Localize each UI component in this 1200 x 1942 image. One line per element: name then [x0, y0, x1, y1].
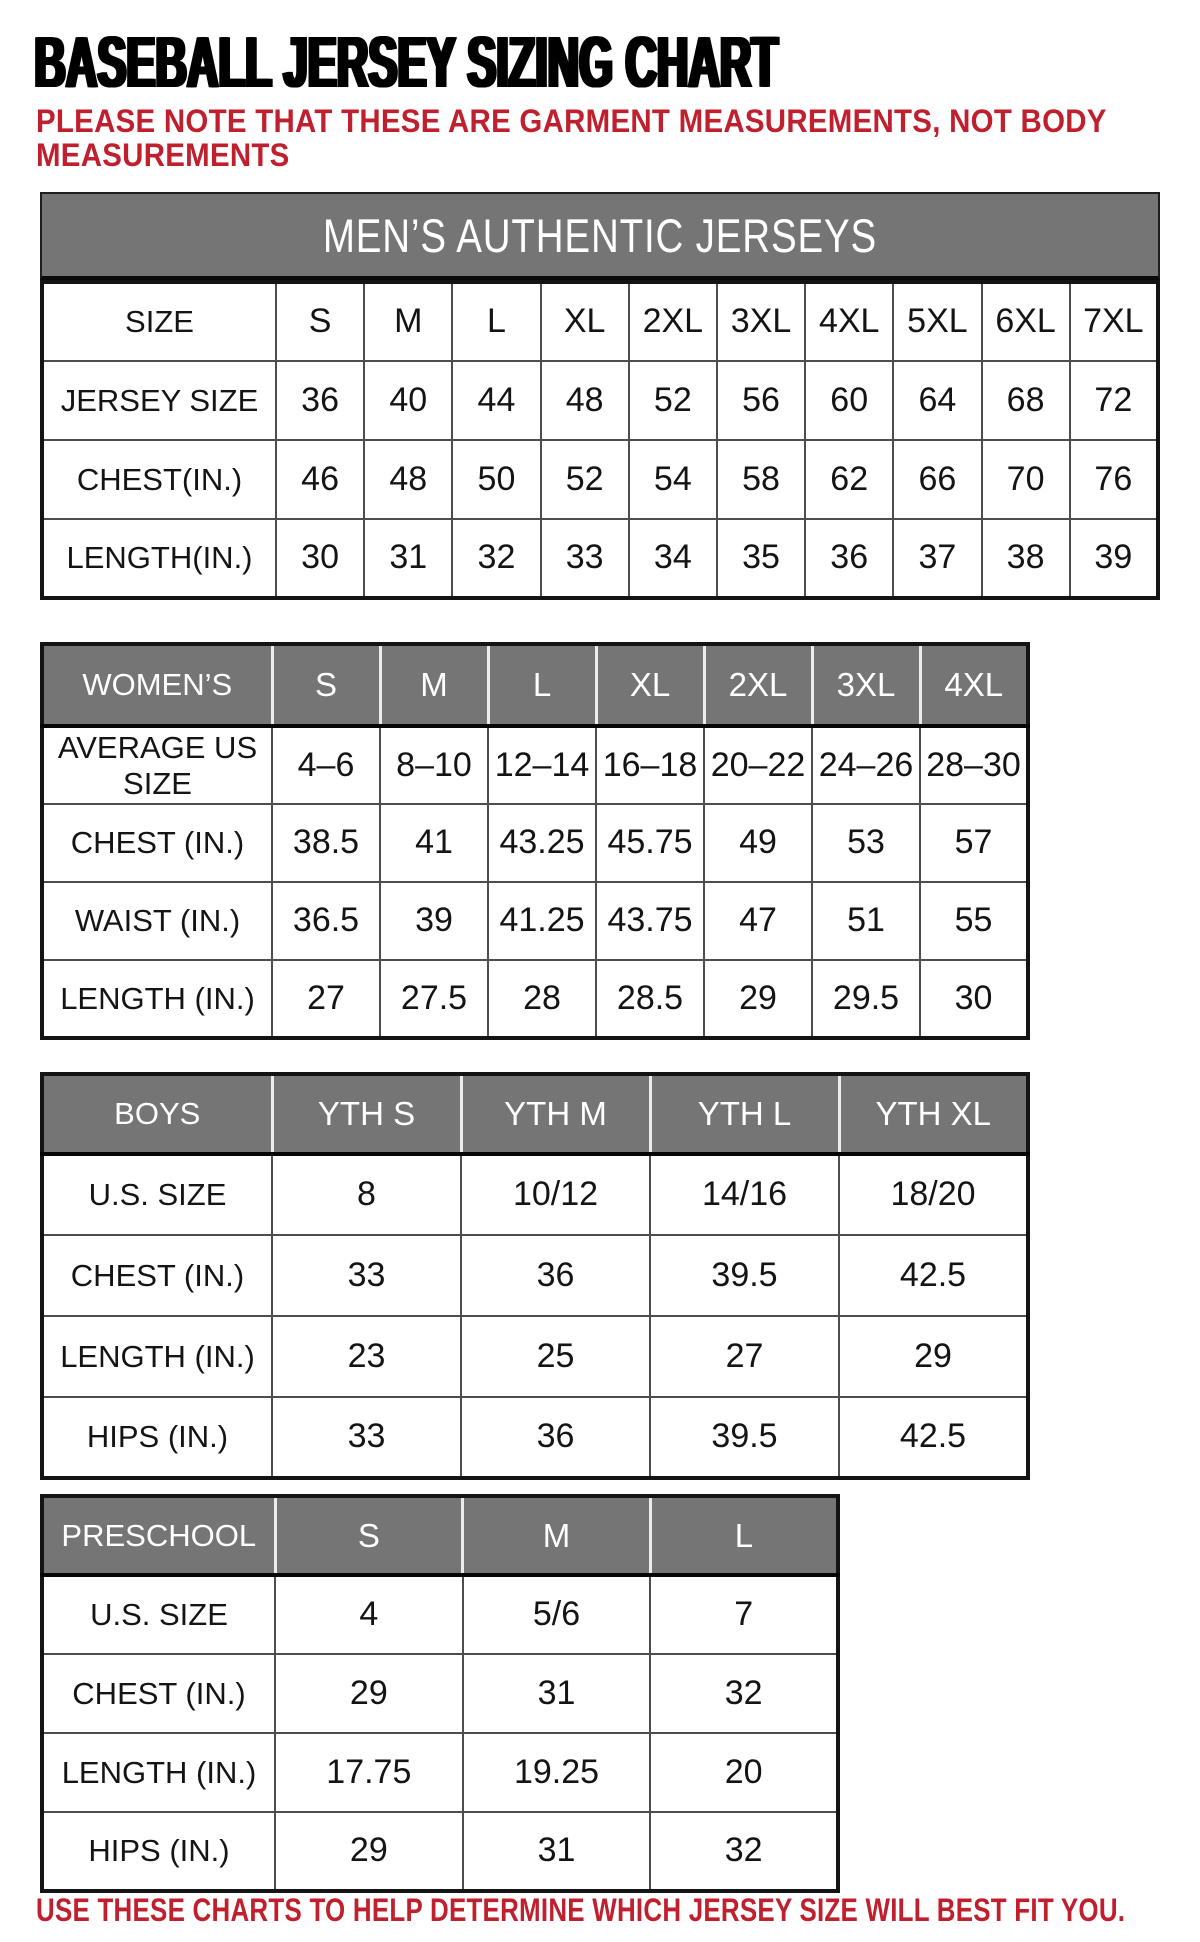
value-cell: 35 [717, 519, 805, 598]
size-header-cell: L [650, 1496, 838, 1575]
size-header-cell: L [452, 282, 540, 361]
row-label-cell: LENGTH (IN.) [42, 1733, 275, 1812]
boys-chest-row [42, 1235, 1028, 1316]
size-header-cell: L [488, 644, 596, 726]
row-label-cell: SIZE [42, 282, 276, 361]
value-cell: 41 [380, 804, 488, 882]
boys-header-row [42, 1074, 1028, 1154]
value-cell: 41.25 [488, 882, 596, 960]
garment-measurement-note [36, 104, 1200, 172]
value-cell: 66 [893, 440, 981, 519]
garment-measurement-note-text: PLEASE NOTE THAT THESE ARE GARMENT MEASUREMENTS, NOT BODY MEASUREMENTS [36, 103, 1107, 173]
value-cell: 58 [717, 440, 805, 519]
size-header-cell: XL [541, 282, 629, 361]
preschool-us-size-row [42, 1575, 838, 1654]
value-cell: 23 [272, 1316, 461, 1397]
value-cell: 47 [704, 882, 812, 960]
value-cell: 31 [364, 519, 452, 598]
size-header-cell: M [364, 282, 452, 361]
value-cell: 46 [276, 440, 364, 519]
row-label-cell: CHEST(IN.) [42, 440, 276, 519]
value-cell: 28–30 [920, 726, 1028, 804]
size-header-cell: S [272, 644, 380, 726]
row-label-cell: HIPS (IN.) [42, 1397, 272, 1478]
boys-hips-row [42, 1397, 1028, 1478]
row-label-cell: CHEST (IN.) [42, 1235, 272, 1316]
value-cell: 36 [461, 1235, 650, 1316]
value-cell: 16–18 [596, 726, 704, 804]
size-header-cell: S [276, 282, 364, 361]
row-label-cell: U.S. SIZE [42, 1154, 272, 1235]
footer-note-text: USE THESE CHARTS TO HELP DETERMINE WHICH JERSEY SIZE WILL BEST FIT YOU. [36, 1892, 1126, 1928]
mens-authentic-jerseys-banner [40, 192, 1160, 280]
value-cell: 27 [650, 1316, 839, 1397]
value-cell: 36 [461, 1397, 650, 1478]
size-header-cell: YTH L [650, 1074, 839, 1154]
row-label-cell: AVERAGE US SIZE [42, 726, 272, 804]
value-cell: 72 [1070, 361, 1158, 440]
value-cell: 43.25 [488, 804, 596, 882]
page-title [34, 23, 1200, 103]
size-header-cell: YTH S [272, 1074, 461, 1154]
row-label-cell: CHEST (IN.) [42, 1654, 275, 1733]
value-cell: 30 [276, 519, 364, 598]
value-cell: 39.5 [650, 1397, 839, 1478]
value-cell: 5/6 [463, 1575, 651, 1654]
value-cell: 30 [920, 960, 1028, 1038]
womens-header-row [42, 644, 1028, 726]
size-header-cell: 7XL [1070, 282, 1158, 361]
value-cell: 29.5 [812, 960, 920, 1038]
value-cell: 27 [272, 960, 380, 1038]
preschool-size-table [40, 1494, 840, 1893]
value-cell: 29 [275, 1654, 463, 1733]
value-cell: 28 [488, 960, 596, 1038]
mens-size-header-row [42, 282, 1158, 361]
womens-size-table [40, 642, 1030, 1040]
value-cell: 70 [982, 440, 1070, 519]
value-cell: 28.5 [596, 960, 704, 1038]
value-cell: 29 [839, 1316, 1028, 1397]
value-cell: 68 [982, 361, 1070, 440]
value-cell: 4–6 [272, 726, 380, 804]
size-header-cell: 3XL [717, 282, 805, 361]
value-cell: 39 [380, 882, 488, 960]
value-cell: 18/20 [839, 1154, 1028, 1235]
value-cell: 10/12 [461, 1154, 650, 1235]
value-cell: 36.5 [272, 882, 380, 960]
value-cell: 52 [629, 361, 717, 440]
value-cell: 24–26 [812, 726, 920, 804]
value-cell: 32 [650, 1654, 838, 1733]
value-cell: 31 [463, 1654, 651, 1733]
page-title-text: BASEBALL JERSEY SIZING CHART [34, 23, 778, 103]
footer-note [36, 1892, 1200, 1929]
row-label-cell: U.S. SIZE [42, 1575, 275, 1654]
value-cell: 42.5 [839, 1397, 1028, 1478]
boys-size-table [40, 1072, 1030, 1480]
row-label-cell: LENGTH(IN.) [42, 519, 276, 598]
size-header-cell: 2XL [704, 644, 812, 726]
value-cell: 44 [452, 361, 540, 440]
value-cell: 20–22 [704, 726, 812, 804]
value-cell: 12–14 [488, 726, 596, 804]
row-label-cell: LENGTH (IN.) [42, 1316, 272, 1397]
value-cell: 52 [541, 440, 629, 519]
size-header-cell: M [463, 1496, 651, 1575]
size-header-cell: M [380, 644, 488, 726]
row-label-cell: HIPS (IN.) [42, 1812, 275, 1891]
value-cell: 39.5 [650, 1235, 839, 1316]
row-label-cell: LENGTH (IN.) [42, 960, 272, 1038]
value-cell: 53 [812, 804, 920, 882]
table-title-cell: BOYS [42, 1074, 272, 1154]
value-cell: 8–10 [380, 726, 488, 804]
value-cell: 36 [276, 361, 364, 440]
value-cell: 33 [541, 519, 629, 598]
womens-chest-row [42, 804, 1028, 882]
value-cell: 27.5 [380, 960, 488, 1038]
size-header-cell: S [275, 1496, 463, 1575]
value-cell: 17.75 [275, 1733, 463, 1812]
value-cell: 32 [452, 519, 540, 598]
size-header-cell: 4XL [920, 644, 1028, 726]
size-header-cell: 6XL [982, 282, 1070, 361]
value-cell: 33 [272, 1235, 461, 1316]
mens-jersey-size-row [42, 361, 1158, 440]
womens-average-us-size-row [42, 726, 1028, 804]
table-title-cell: PRESCHOOL [42, 1496, 275, 1575]
value-cell: 57 [920, 804, 1028, 882]
size-header-cell: YTH M [461, 1074, 650, 1154]
value-cell: 76 [1070, 440, 1158, 519]
row-label-cell: WAIST (IN.) [42, 882, 272, 960]
mens-banner-text: MEN’S AUTHENTIC JERSEYS [322, 208, 878, 262]
value-cell: 38 [982, 519, 1070, 598]
value-cell: 37 [893, 519, 981, 598]
value-cell: 36 [805, 519, 893, 598]
preschool-hips-row [42, 1812, 838, 1891]
value-cell: 56 [717, 361, 805, 440]
row-label-cell: CHEST (IN.) [42, 804, 272, 882]
value-cell: 42.5 [839, 1235, 1028, 1316]
mens-length-row [42, 519, 1158, 598]
womens-waist-row [42, 882, 1028, 960]
value-cell: 19.25 [463, 1733, 651, 1812]
womens-length-row [42, 960, 1028, 1038]
preschool-header-row [42, 1496, 838, 1575]
value-cell: 29 [704, 960, 812, 1038]
value-cell: 43.75 [596, 882, 704, 960]
value-cell: 48 [541, 361, 629, 440]
size-header-cell: YTH XL [839, 1074, 1028, 1154]
value-cell: 14/16 [650, 1154, 839, 1235]
value-cell: 49 [704, 804, 812, 882]
value-cell: 34 [629, 519, 717, 598]
size-header-cell: XL [596, 644, 704, 726]
size-header-cell: 3XL [812, 644, 920, 726]
row-label-cell: JERSEY SIZE [42, 361, 276, 440]
value-cell: 20 [650, 1733, 838, 1812]
value-cell: 7 [650, 1575, 838, 1654]
value-cell: 38.5 [272, 804, 380, 882]
value-cell: 39 [1070, 519, 1158, 598]
boys-length-row [42, 1316, 1028, 1397]
value-cell: 31 [463, 1812, 651, 1891]
value-cell: 25 [461, 1316, 650, 1397]
value-cell: 50 [452, 440, 540, 519]
value-cell: 55 [920, 882, 1028, 960]
value-cell: 48 [364, 440, 452, 519]
table-title-cell: WOMEN’S [42, 644, 272, 726]
size-header-cell: 5XL [893, 282, 981, 361]
preschool-length-row [42, 1733, 838, 1812]
value-cell: 8 [272, 1154, 461, 1235]
value-cell: 51 [812, 882, 920, 960]
value-cell: 32 [650, 1812, 838, 1891]
boys-us-size-row [42, 1154, 1028, 1235]
mens-size-table [40, 280, 1160, 600]
value-cell: 64 [893, 361, 981, 440]
value-cell: 60 [805, 361, 893, 440]
mens-chest-row [42, 440, 1158, 519]
value-cell: 4 [275, 1575, 463, 1654]
value-cell: 54 [629, 440, 717, 519]
value-cell: 40 [364, 361, 452, 440]
preschool-chest-row [42, 1654, 838, 1733]
value-cell: 62 [805, 440, 893, 519]
value-cell: 45.75 [596, 804, 704, 882]
size-header-cell: 4XL [805, 282, 893, 361]
size-header-cell: 2XL [629, 282, 717, 361]
value-cell: 33 [272, 1397, 461, 1478]
value-cell: 29 [275, 1812, 463, 1891]
